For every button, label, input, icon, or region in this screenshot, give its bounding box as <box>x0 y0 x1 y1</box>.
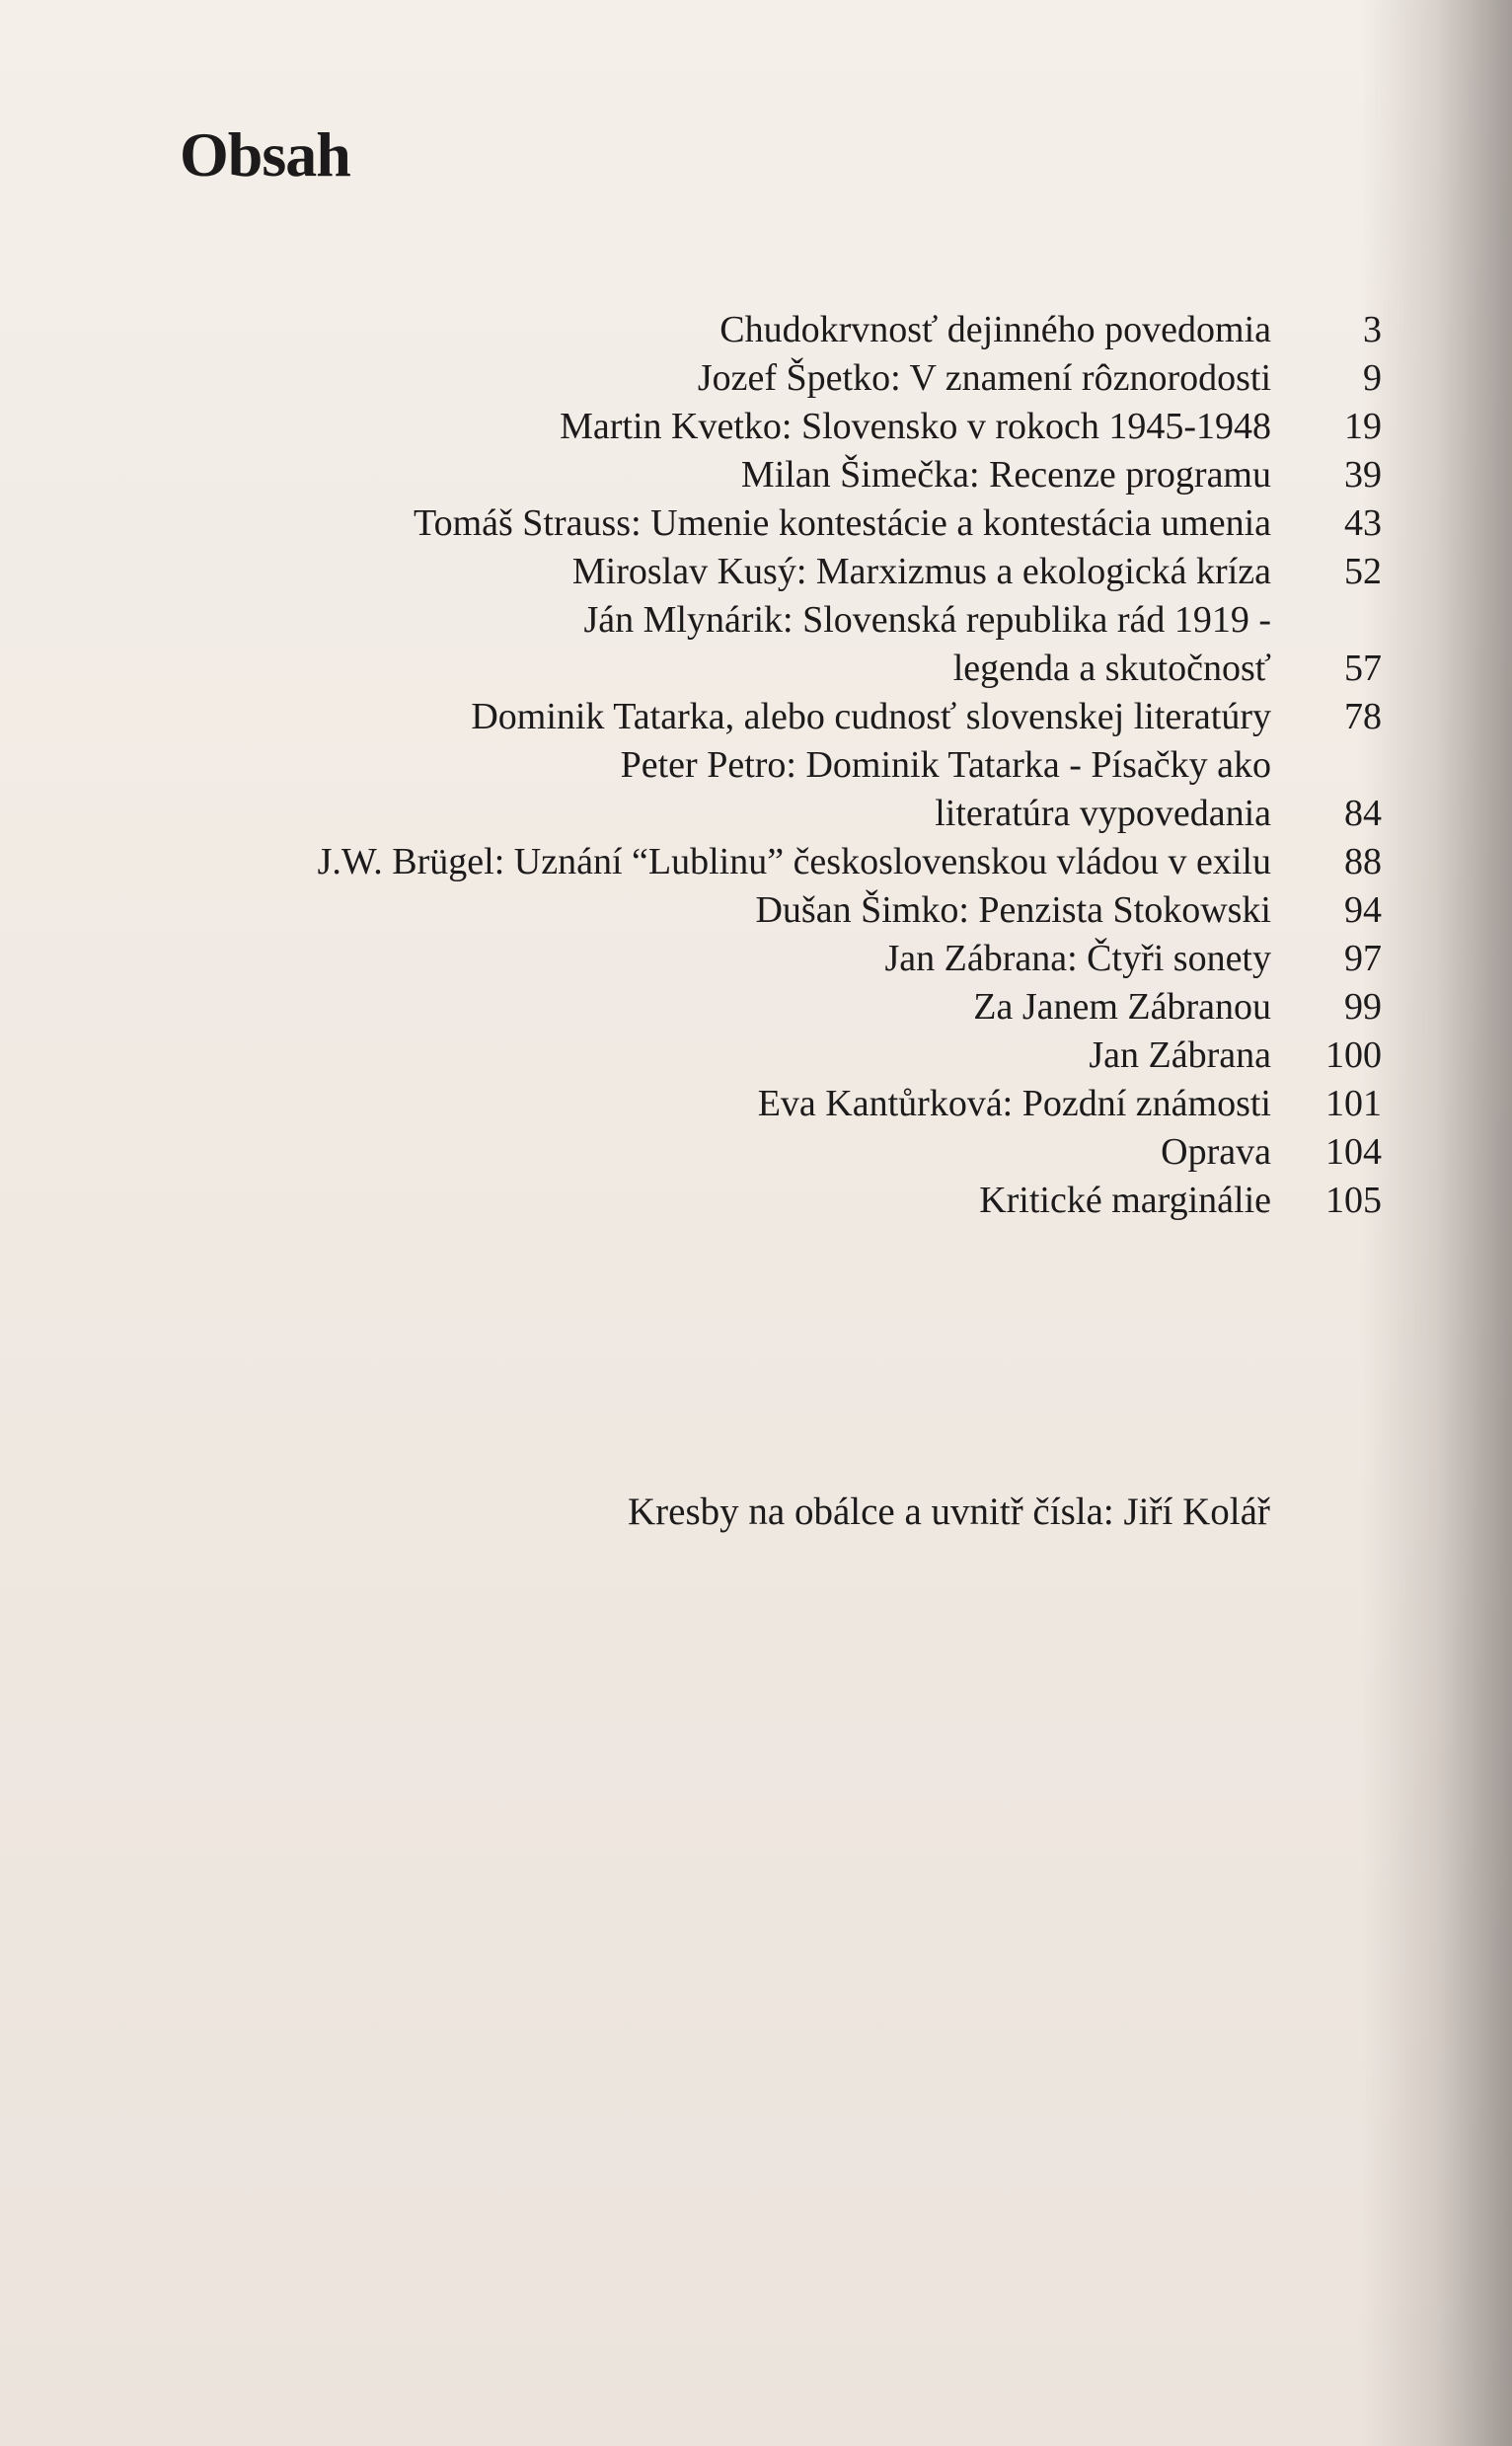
toc-entry-title: Tomáš Strauss: Umenie kontestácie a kontestácia umenia <box>414 502 1271 544</box>
toc-entry-page: 88 <box>1344 841 1382 882</box>
toc-entry <box>0 693 1512 741</box>
toc-entry-page: 99 <box>1344 986 1382 1028</box>
toc-entry-page: 84 <box>1344 793 1382 834</box>
toc-entry-title: Dušan Šimko: Penzista Stokowski <box>755 889 1271 931</box>
toc-entry <box>0 499 1512 548</box>
toc-entry-title <box>0 741 1271 838</box>
toc-entry-title-line: literatúra vypovedania <box>935 793 1271 834</box>
toc-entry-title: Oprava <box>1161 1131 1271 1173</box>
toc-entry <box>0 306 1512 354</box>
toc-entry-page: 43 <box>1344 502 1382 544</box>
toc-entry-page: 52 <box>1344 551 1382 592</box>
toc-entry <box>0 1032 1512 1080</box>
toc-entry <box>0 1080 1512 1128</box>
toc-entry-title: J.W. Brügel: Uznání “Lublinu” československou vládou v exilu <box>317 841 1271 882</box>
toc-entry-title: Jan Zábrana: Čtyři sonety <box>884 938 1271 979</box>
toc-entry-page: 78 <box>1344 696 1382 737</box>
toc-entry <box>0 451 1512 499</box>
toc-entry-title: Dominik Tatarka, alebo cudnosť slovenskej literatúry <box>471 696 1271 737</box>
toc-entry-page: 105 <box>1325 1180 1382 1221</box>
toc-entry-page: 94 <box>1344 889 1382 931</box>
toc-entry-title: Miroslav Kusý: Marxizmus a ekologická kríza <box>571 551 1271 592</box>
toc-entry <box>0 886 1512 935</box>
toc-entry-title <box>0 596 1271 693</box>
toc-entry-title: Milan Šimečka: Recenze programu <box>740 454 1271 496</box>
toc-entry-title: Jozef Špetko: V znamení rôznorodosti <box>697 357 1271 399</box>
table-of-contents <box>0 306 1512 1225</box>
toc-entry-page: 57 <box>1344 648 1382 689</box>
toc-entry-page: 9 <box>1363 357 1382 399</box>
toc-entry-title: Chudokrvnosť dejinného povedomia <box>719 309 1271 350</box>
toc-entry <box>0 1128 1512 1177</box>
toc-entry <box>0 838 1512 886</box>
toc-entry-title: Za Janem Zábranou <box>973 986 1271 1028</box>
toc-entry-title-line: legenda a skutočnosť <box>952 648 1271 689</box>
toc-entry-page: 101 <box>1325 1083 1382 1124</box>
toc-entry-page: 39 <box>1344 454 1382 496</box>
page-title: Obsah <box>180 119 350 190</box>
toc-entry-title: Eva Kantůrková: Pozdní známosti <box>757 1083 1271 1124</box>
toc-entry-title-line: Ján Mlynárik: Slovenská republika rád 1919 - <box>583 599 1271 641</box>
toc-entry <box>0 935 1512 983</box>
toc-entry-page: 104 <box>1325 1131 1382 1173</box>
toc-entry <box>0 354 1512 403</box>
toc-entry-page: 19 <box>1344 406 1382 447</box>
toc-entry-title: Martin Kvetko: Slovensko v rokoch 1945-1948 <box>560 406 1271 447</box>
toc-entry <box>0 596 1512 693</box>
toc-entry <box>0 741 1512 838</box>
toc-entry <box>0 403 1512 451</box>
illustration-credit: Kresby na obálce a uvnitř čísla: Jiří Kolář <box>628 1491 1270 1533</box>
toc-entry-title-line: Peter Petro: Dominik Tatarka - Písačky ako <box>620 744 1271 786</box>
toc-entry-title: Jan Zábrana <box>1089 1034 1271 1076</box>
toc-entry-page: 3 <box>1363 309 1382 350</box>
toc-entry-page: 97 <box>1344 938 1382 979</box>
toc-entry-title: Kritické marginálie <box>979 1180 1271 1221</box>
toc-entry <box>0 1177 1512 1225</box>
toc-entry <box>0 983 1512 1032</box>
toc-entry <box>0 548 1512 596</box>
bleed-through-text <box>148 1244 1362 1285</box>
toc-entry-page: 100 <box>1325 1034 1382 1076</box>
